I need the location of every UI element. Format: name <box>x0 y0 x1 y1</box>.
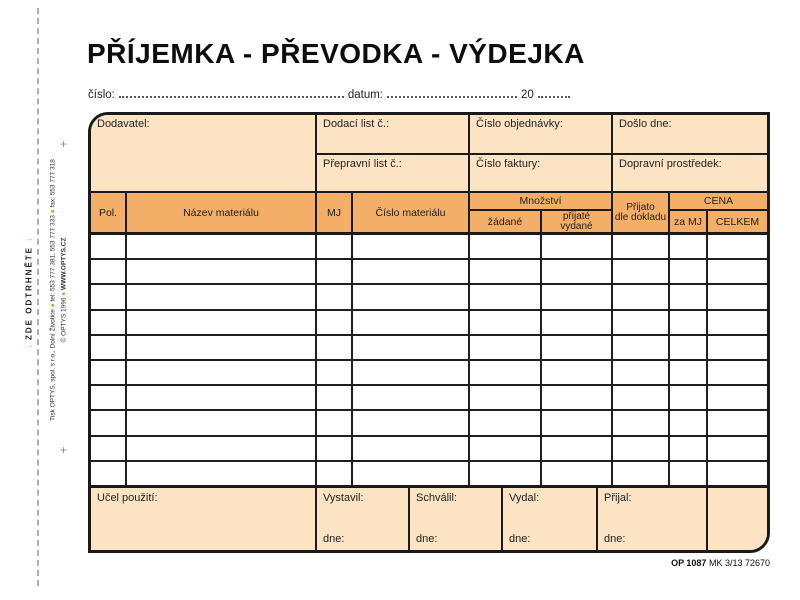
table-cell <box>315 235 351 258</box>
table-cell <box>540 462 611 485</box>
header-cislo-materialu: Číslo materiálu <box>351 193 468 232</box>
table-cell <box>125 462 315 485</box>
table-cell <box>91 235 125 258</box>
header-mj: MJ <box>315 193 351 232</box>
table-cell <box>468 437 540 460</box>
table-cell <box>351 336 468 359</box>
table-cell <box>351 411 468 434</box>
table-cell <box>611 336 668 359</box>
perforation-dashed-line <box>37 8 39 586</box>
table-cell <box>611 411 668 434</box>
table-cell <box>351 285 468 308</box>
table-cell <box>668 311 706 334</box>
table-cell <box>668 462 706 485</box>
table-cell <box>351 235 468 258</box>
table-cell <box>668 361 706 384</box>
table-cell <box>125 386 315 409</box>
table-cell <box>540 311 611 334</box>
bullet-icon: ● <box>49 303 57 308</box>
form-panel <box>88 112 770 553</box>
received-date-field: Došlo dne: <box>611 115 767 153</box>
registration-mark-bottom: + <box>60 443 68 457</box>
table-cell <box>706 285 767 308</box>
supplier-field: Dodavatel: <box>97 118 150 130</box>
header-dle-dokladu: dle dokladu <box>614 211 667 223</box>
table-cell <box>315 285 351 308</box>
order-number-field: Číslo objednávky: <box>468 115 611 153</box>
table-cell <box>91 260 125 283</box>
cislo-dotted-line <box>119 96 344 98</box>
table-cell <box>611 285 668 308</box>
table-cell <box>351 386 468 409</box>
table-cell <box>91 437 125 460</box>
table-row <box>91 285 767 310</box>
print-tel: tel: 553 777 381, 553 777 333 <box>49 215 57 302</box>
table-cell <box>125 260 315 283</box>
table-cell <box>468 311 540 334</box>
table-cell <box>540 361 611 384</box>
header-pol: Pol. <box>98 206 118 219</box>
registration-mark-top: + <box>60 137 68 151</box>
header-prijate: přijaté <box>562 210 591 222</box>
date-label: dne: <box>416 533 438 545</box>
table-cell <box>125 285 315 308</box>
page-title: PŘÍJEMKA - PŘEVODKA - VÝDEJKA <box>87 38 585 69</box>
table-cell <box>468 462 540 485</box>
table-cell <box>540 260 611 283</box>
table-cell <box>611 235 668 258</box>
header-cena-group: CENA <box>668 193 767 211</box>
table-cell <box>351 437 468 460</box>
table-cell <box>315 462 351 485</box>
table-body <box>91 235 767 485</box>
table-cell <box>125 336 315 359</box>
table-row <box>91 462 767 485</box>
issued-out-by-label: Vydal: <box>509 492 540 504</box>
info-box <box>91 115 767 191</box>
form-code-number: OP 1087 <box>671 558 707 568</box>
table-cell <box>706 235 767 258</box>
table-cell <box>125 437 315 460</box>
header-vydane: vydané <box>560 220 593 232</box>
table-row <box>91 386 767 411</box>
approved-by-field <box>408 488 501 550</box>
table-cell <box>468 260 540 283</box>
table-cell <box>125 411 315 434</box>
header-za-mj: za MJ <box>668 211 706 232</box>
tear-arrow-icon: ↓ <box>24 344 34 349</box>
table-cell <box>706 411 767 434</box>
cislo-label: číslo: <box>88 89 115 101</box>
table-cell <box>540 411 611 434</box>
signature-footer <box>91 485 767 550</box>
table-cell <box>668 235 706 258</box>
header-zadane: žádané <box>468 211 540 232</box>
received-by-field <box>596 488 706 550</box>
table-row <box>91 411 767 436</box>
table-cell <box>540 285 611 308</box>
table-cell <box>706 437 767 460</box>
year-dotted-line <box>538 96 570 98</box>
table-header <box>91 191 767 235</box>
bullet-icon: ● <box>60 291 68 296</box>
transport-note-field: Přepravní list č.: <box>315 153 468 191</box>
table-cell <box>706 462 767 485</box>
table-cell <box>125 361 315 384</box>
datum-label: datum: <box>347 89 384 101</box>
table-cell <box>125 311 315 334</box>
table-cell <box>668 336 706 359</box>
purpose-label: Učel použití: <box>97 492 158 504</box>
copyright-line <box>61 238 68 343</box>
form-code <box>671 558 770 568</box>
purpose-field <box>91 488 315 550</box>
header-celkem: CELKEM <box>706 211 767 232</box>
table-cell <box>91 311 125 334</box>
invoice-number-field: Číslo faktury: <box>468 153 611 191</box>
table-row <box>91 235 767 260</box>
delivery-note-field: Dodací list č.: <box>315 115 468 153</box>
table-cell <box>611 361 668 384</box>
table-cell <box>91 336 125 359</box>
year-prefix: 20 <box>521 89 534 101</box>
table-cell <box>611 462 668 485</box>
table-cell <box>540 235 611 258</box>
table-cell <box>315 411 351 434</box>
print-info-line <box>50 159 57 421</box>
print-company: Tisk OPTYS, spol. s r.o., Dolní Životice <box>49 309 57 421</box>
date-label: dne: <box>604 533 626 545</box>
table-cell <box>351 462 468 485</box>
table-cell <box>540 336 611 359</box>
table-cell <box>668 411 706 434</box>
date-label: dne: <box>323 533 345 545</box>
bullet-icon: ● <box>49 209 57 214</box>
table-cell <box>315 386 351 409</box>
table-cell <box>125 235 315 258</box>
website-text: WWW.OPTYS.CZ <box>60 237 68 290</box>
table-cell <box>468 336 540 359</box>
table-cell <box>351 361 468 384</box>
tear-here-text: ZDE ODTRHNĚTE <box>24 246 34 340</box>
table-row <box>91 336 767 361</box>
table-cell <box>91 285 125 308</box>
table-cell <box>611 386 668 409</box>
table-cell <box>611 311 668 334</box>
datum-dotted-line <box>387 96 517 98</box>
table-cell <box>540 386 611 409</box>
issued-by-label: Vystavil: <box>323 492 364 504</box>
table-cell <box>706 336 767 359</box>
table-cell <box>668 260 706 283</box>
table-cell <box>351 311 468 334</box>
table-cell <box>351 260 468 283</box>
transport-means-field: Dopravní prostředek: <box>611 153 767 191</box>
table-cell <box>668 437 706 460</box>
table-cell <box>706 361 767 384</box>
approved-by-label: Schválil: <box>416 492 457 504</box>
form-code-print-run: MK 3/13 72670 <box>708 558 770 568</box>
table-cell <box>540 437 611 460</box>
table-cell <box>315 361 351 384</box>
copyright-text: © OPTYS 1996 <box>60 297 68 343</box>
table-cell <box>611 437 668 460</box>
table-cell <box>706 260 767 283</box>
table-cell <box>468 411 540 434</box>
table-cell <box>91 411 125 434</box>
table-cell <box>315 437 351 460</box>
print-fax: fax: 553 777 318 <box>49 159 57 208</box>
table-cell <box>468 386 540 409</box>
issued-out-by-field <box>501 488 596 550</box>
table-row <box>91 437 767 462</box>
table-cell <box>706 386 767 409</box>
table-cell <box>91 386 125 409</box>
footer-empty-cell <box>706 488 767 550</box>
table-cell <box>468 235 540 258</box>
number-date-line <box>88 89 588 101</box>
table-cell <box>315 260 351 283</box>
table-cell <box>91 361 125 384</box>
header-prijato-dle-dokladu <box>611 193 668 232</box>
header-mnozstvi-group: Množství <box>468 193 611 211</box>
table-cell <box>668 285 706 308</box>
table-cell <box>315 311 351 334</box>
table-row <box>91 361 767 386</box>
issued-by-field <box>315 488 408 550</box>
table-row <box>91 311 767 336</box>
table-cell <box>468 361 540 384</box>
table-cell <box>706 311 767 334</box>
table-cell <box>91 462 125 485</box>
table-cell <box>315 336 351 359</box>
table-cell <box>468 285 540 308</box>
received-by-label: Přijal: <box>604 492 632 504</box>
date-label: dne: <box>509 533 531 545</box>
header-nazev-materialu: Název materiálu <box>125 193 315 232</box>
tear-arrow-icon: ↓ <box>24 237 34 242</box>
table-cell <box>668 386 706 409</box>
header-prijate-vydane <box>540 211 611 232</box>
table-cell <box>611 260 668 283</box>
header-prijato: Přijato <box>626 201 655 213</box>
tear-here-label <box>25 238 34 348</box>
table-row <box>91 260 767 285</box>
